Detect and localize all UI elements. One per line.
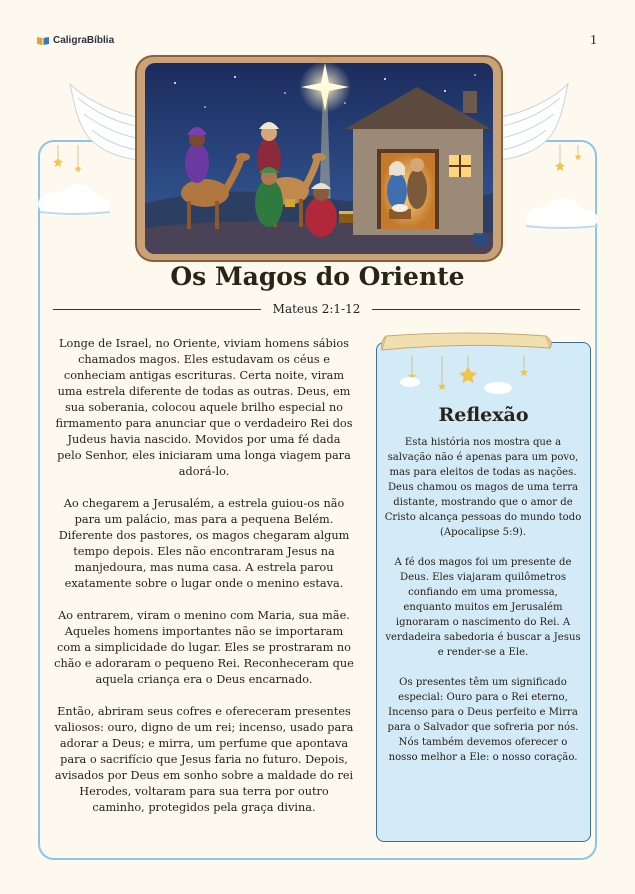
angel-wing-right-icon xyxy=(494,78,572,168)
story-paragraph: Ao chegarem a Jerusalém, a estrela guiou-os não para um palácio, mas para a pequena Belém. Diferente dos pastores, os magos chegaram algum tempo depois. Eles não encontraram Jesus na manjedoura, mas numa casa. A estrela parou exatamente sobre o lugar onde o menino estava. xyxy=(58,497,350,590)
hanging-stars-clouds-icon xyxy=(388,352,548,400)
reflection-paragraph: Esta história nos mostra que a salvação não é apenas para um povo, mas para eleitos de todas as nações. Deus chamou os magos de uma terra distante, mostrando que o amor de Cristo alcança pessoas do mundo todo (Apocalipse 5:9). xyxy=(384,437,582,538)
reflection-paragraph: Os presentes têm um significado especial: Ouro para o Rei eterno, Incenso para o Deus perfeito e Mirra para o Salvador que sofreria por nós. Nós também devemos oferecer o nosso melhor a Ele: o nosso coração. xyxy=(387,677,579,763)
divider-left xyxy=(53,309,261,310)
story-paragraph: Longe de Israel, no Oriente, viviam homens sábios chamados magos. Eles estudavam os céus e conheciam antigas escrituras. Certa noite, viram uma estrela diferente de todas as outras. Deus, em sua soberania, colocou aquele brilho especial no firmamento para anunciar que o verdadeiro Rei dos Judeus havia nascido. Movidos por uma fé dada pelo Senhor, eles iniciaram uma longa viagem para adorá-lo. xyxy=(55,337,353,478)
page-title: Os Magos do Oriente xyxy=(170,262,465,291)
angel-wing-left-icon xyxy=(66,78,144,168)
scripture-reference-row xyxy=(53,300,580,318)
illustration-frame xyxy=(137,57,501,260)
book-icon xyxy=(37,36,49,45)
story-text xyxy=(54,336,354,832)
nativity-scene-illustration xyxy=(145,63,493,254)
divider-right xyxy=(372,309,580,310)
reflection-paragraph: A fé dos magos foi um presente de Deus. Eles viajaram quilômetros confiando em uma promessa, enquanto muitos em Jerusalém ignoraram o nascimento do Rei. A verdadeira sabedoria é buscar a Jesus e render-se a Ele. xyxy=(385,557,581,658)
brand-logo xyxy=(37,35,114,46)
reflection-title: Reflexão xyxy=(438,404,529,426)
cloud-left-icon xyxy=(34,176,112,220)
brand-name: CaligraBíblia xyxy=(53,35,115,46)
page-number: 1 xyxy=(590,33,597,48)
story-paragraph: Então, abriram seus cofres e ofereceram presentes valiosos: ouro, digno de um rei; incenso, usado para adorar a Deus; e mirra, um perfume que apontava para o sacrifício que Jesus faria no futuro. Depois, avisados por Deus em sonho sobre a maldade do rei Herodes, voltaram para sua terra por outro caminho, protegidos pela graça divina. xyxy=(54,705,354,814)
scripture-reference: Mateus 2:1-12 xyxy=(272,302,361,316)
story-paragraph: Ao entrarem, viram o menino com Maria, sua mãe. Aqueles homens importantes não se importaram com a simplicidade do lugar. Eles se prostraram no chão e adoraram o pequeno Rei. Reconheceram que aquela criança era o Deus encarnado. xyxy=(54,609,354,686)
reflection-text xyxy=(384,435,582,780)
cloud-right-icon xyxy=(520,190,600,234)
